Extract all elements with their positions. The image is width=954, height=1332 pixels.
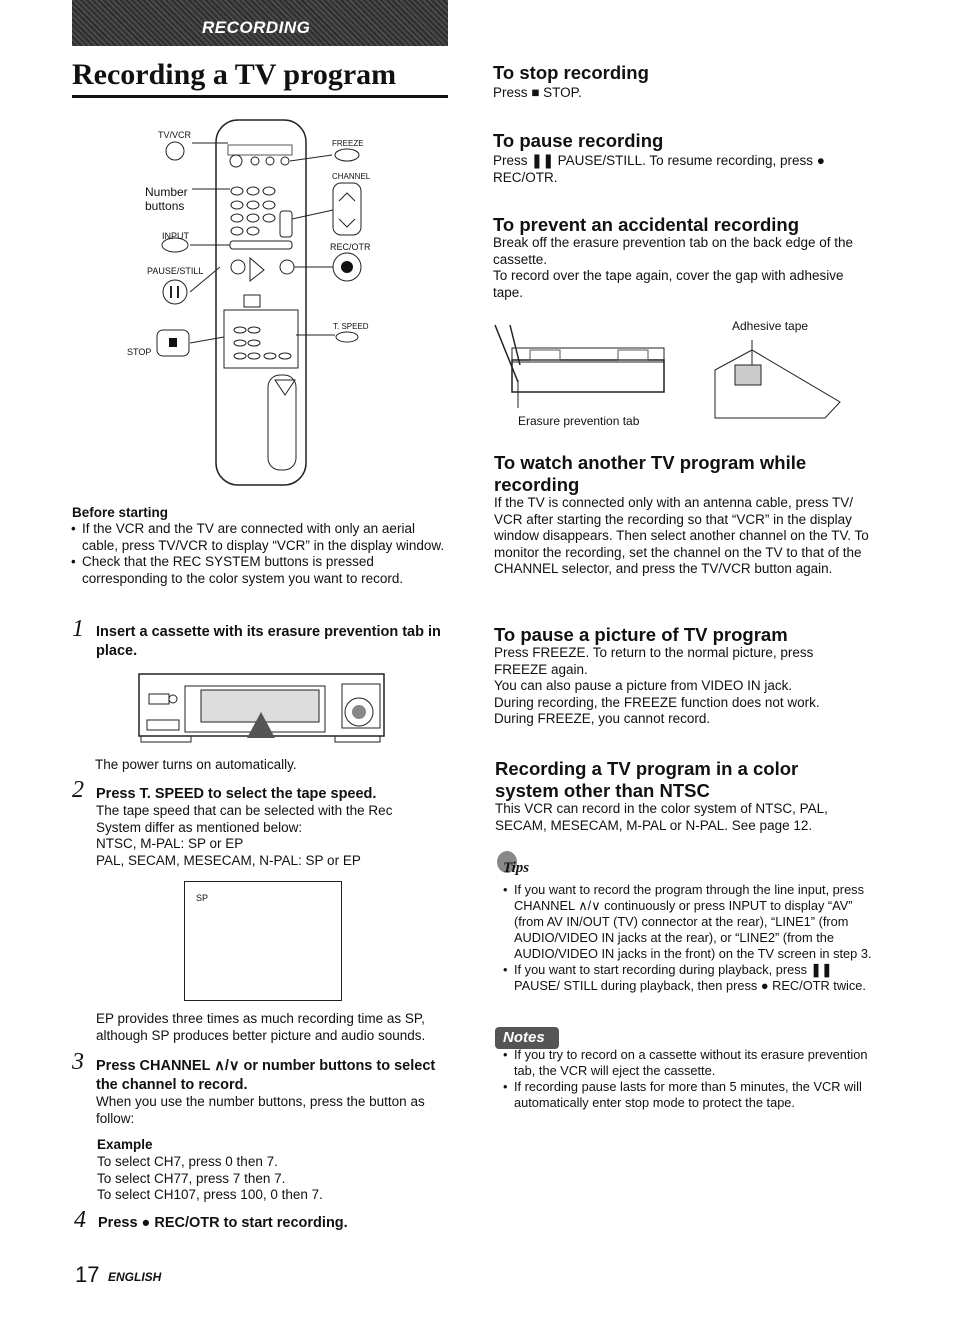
channel-updown-icon: ∧/∨ <box>578 898 601 913</box>
step-3-title-a: Press CHANNEL <box>96 1058 215 1074</box>
label-pause-still: PAUSE/STILL <box>147 266 204 276</box>
pausepic-text <box>494 645 864 728</box>
step-2-line-2: System differ as mentioned below: <box>96 819 303 835</box>
pause-text-b: PAUSE/STILL. To resume recording, press <box>553 153 817 168</box>
prevent-text-2: To record over the tape again, cover the gap with adhesive tape. <box>493 268 844 300</box>
stop-square-icon: ■ <box>531 85 540 100</box>
step-2-line-1: The tape speed that can be selected with the Rec <box>96 803 393 818</box>
page-title: Recording a TV program <box>72 58 397 91</box>
label-rec-otr: REC/OTR <box>330 242 371 252</box>
tip-1-a: If you want to record the program through the line input, press CHANNEL <box>514 882 864 913</box>
before-item-1: • If the VCR and the TV are connected with only an aerial cable, press TV/VCR to display “VCR” in the display window. <box>70 521 450 554</box>
prevent-text <box>493 235 873 301</box>
step-2-after: EP provides three times as much recording time as SP, although SP produces better picture and audio sounds. <box>96 1011 426 1043</box>
title-rule <box>72 95 448 98</box>
tip-2-c: REC/OTR twice. <box>768 978 866 993</box>
record-dot-icon: ● <box>141 1215 151 1231</box>
before-starting-list <box>70 521 450 587</box>
label-input: INPUT <box>162 231 189 241</box>
step-3-text: When you use the number buttons, press the button as follow: <box>96 1094 425 1126</box>
stop-heading: To stop recording <box>493 62 649 83</box>
label-stop: STOP <box>127 347 152 357</box>
step-3-number: 3 <box>72 1049 84 1075</box>
step-1-number: 1 <box>72 616 84 642</box>
tip-2-a: If you want to start recording during playback, press <box>514 962 811 977</box>
step-3-title <box>96 1057 456 1095</box>
example-1: To select CH7, press 0 then 7. <box>97 1154 278 1169</box>
pausepic-text-4: During FREEZE, you cannot record. <box>494 711 711 727</box>
adhesive-tape-label: Adhesive tape <box>732 319 809 333</box>
tip-2-b: PAUSE/ STILL during playback, then press <box>514 978 761 993</box>
notes-heading: Notes <box>503 1029 545 1046</box>
note-1: • If you try to record on a cassette without its erasure prevention tab, the VCR will eject the cassette. <box>502 1047 872 1079</box>
note-2: • If recording pause lasts for more than 5 minutes, the VCR will automatically enter stop mode to protect the tape. <box>502 1079 872 1111</box>
display-window <box>184 881 342 1001</box>
pause-text-a: Press <box>493 153 532 168</box>
stop-text-b: STOP. <box>539 85 582 100</box>
before-starting-heading: Before starting <box>72 505 169 520</box>
stop-text <box>493 85 582 102</box>
section-label: RECORDING <box>202 18 311 37</box>
example-2: To select CH77, press 7 then 7. <box>97 1170 286 1186</box>
prevent-heading: To prevent an accidental recording <box>493 214 800 235</box>
pausepic-heading: To pause a picture of TV program <box>494 624 788 645</box>
label-tspeed: T. SPEED <box>333 322 369 331</box>
step-1-title: Insert a cassette with its erasure prevention tab in place. <box>96 624 441 659</box>
erasure-tab-label: Erasure prevention tab <box>518 414 640 428</box>
pause-heading: To pause recording <box>493 130 664 151</box>
step-1-note: The power turns on automatically. <box>95 757 297 772</box>
step-4-number: 4 <box>74 1207 86 1233</box>
step-2-title: Press T. SPEED to select the tape speed. <box>96 786 377 802</box>
example-3: To select CH107, press 100, 0 then 7. <box>97 1187 323 1203</box>
display-sp-label: SP <box>196 893 209 903</box>
page-number: 17 <box>75 1262 100 1287</box>
pause-text <box>493 153 873 186</box>
pausepic-text-3: During recording, the FREEZE function does not work. <box>494 694 820 710</box>
step-2-line-4: PAL, SECAM, MESECAM, N-PAL: SP or EP <box>96 852 361 868</box>
example-heading: Example <box>97 1137 153 1152</box>
section-banner <box>72 0 448 46</box>
before-item-2: • Check that the REC SYSTEM buttons is pressed corresponding to the color system you want to record. <box>70 554 450 587</box>
color-text: This VCR can record in the color system of NTSC, PAL, SECAM, MESECAM, M-PAL or N-PAL. See page 12. <box>495 801 828 833</box>
step-4-title <box>98 1214 348 1233</box>
watch-text: If the TV is connected only with an antenna cable, press TV/ VCR after starting the recording so that “VCR” in the display window disappears. Then select another channel on the TV. To monitor the recording, set the channel on the TV to that of the CHANNEL selector, and press the TV/VCR button again. <box>494 495 869 577</box>
color-heading: Recording a TV program in a color system other than NTSC <box>495 758 799 801</box>
tip-2 <box>502 962 877 994</box>
tips-list <box>502 882 877 994</box>
step-2-line-3: NTSC, M-PAL: SP or EP <box>96 836 244 852</box>
step-2-text <box>96 803 451 869</box>
language-label: ENGLISH <box>108 1270 162 1284</box>
pausepic-text-1: Press FREEZE. To return to the normal picture, press FREEZE again. <box>494 645 814 677</box>
label-tvvcr: TV/VCR <box>158 130 192 140</box>
notes-list <box>502 1047 872 1111</box>
watch-heading: To watch another TV program while recording <box>494 452 807 495</box>
prevent-text-1: Break off the erasure prevention tab on the back edge of the cassette. <box>493 235 853 267</box>
label-freeze: FREEZE <box>332 139 364 148</box>
channel-updown-icon: ∧/∨ <box>214 1058 240 1074</box>
vcr-illustration <box>137 668 387 748</box>
step-3-title-b: or number buttons to select the channel to record. <box>96 1058 436 1093</box>
notes-badge <box>495 1027 559 1049</box>
stop-text-a: Press <box>493 85 532 100</box>
example-list <box>97 1154 323 1204</box>
step-2-number: 2 <box>72 777 84 803</box>
label-number-buttons: Number buttons <box>145 185 188 213</box>
pause-text-c: REC/OTR. <box>493 169 558 185</box>
label-channel: CHANNEL <box>332 172 371 181</box>
pause-bars-icon: ❚❚ <box>810 962 833 977</box>
pause-bars-icon: ❚❚ <box>531 153 554 168</box>
tip-1 <box>502 882 877 962</box>
step-4-title-a: Press <box>98 1215 142 1231</box>
pausepic-text-2: You can also pause a picture from VIDEO IN jack. <box>494 678 793 694</box>
tip-1-b: continuously or press INPUT to display “AV” (from AV IN/OUT (TV) connector at the rear), “LINE1” (from AUDIO/VIDEO IN jacks at the rear), or “LINE2” (from the AUDIO/VIDEO IN jacks in the front) on the TV screen in step 3. <box>514 898 872 961</box>
tips-heading: Tips <box>503 860 530 876</box>
rec-dot-icon: ● <box>816 153 825 168</box>
rec-dot-icon: ● <box>760 978 769 993</box>
step-4-title-b: REC/OTR to start recording. <box>150 1215 348 1231</box>
